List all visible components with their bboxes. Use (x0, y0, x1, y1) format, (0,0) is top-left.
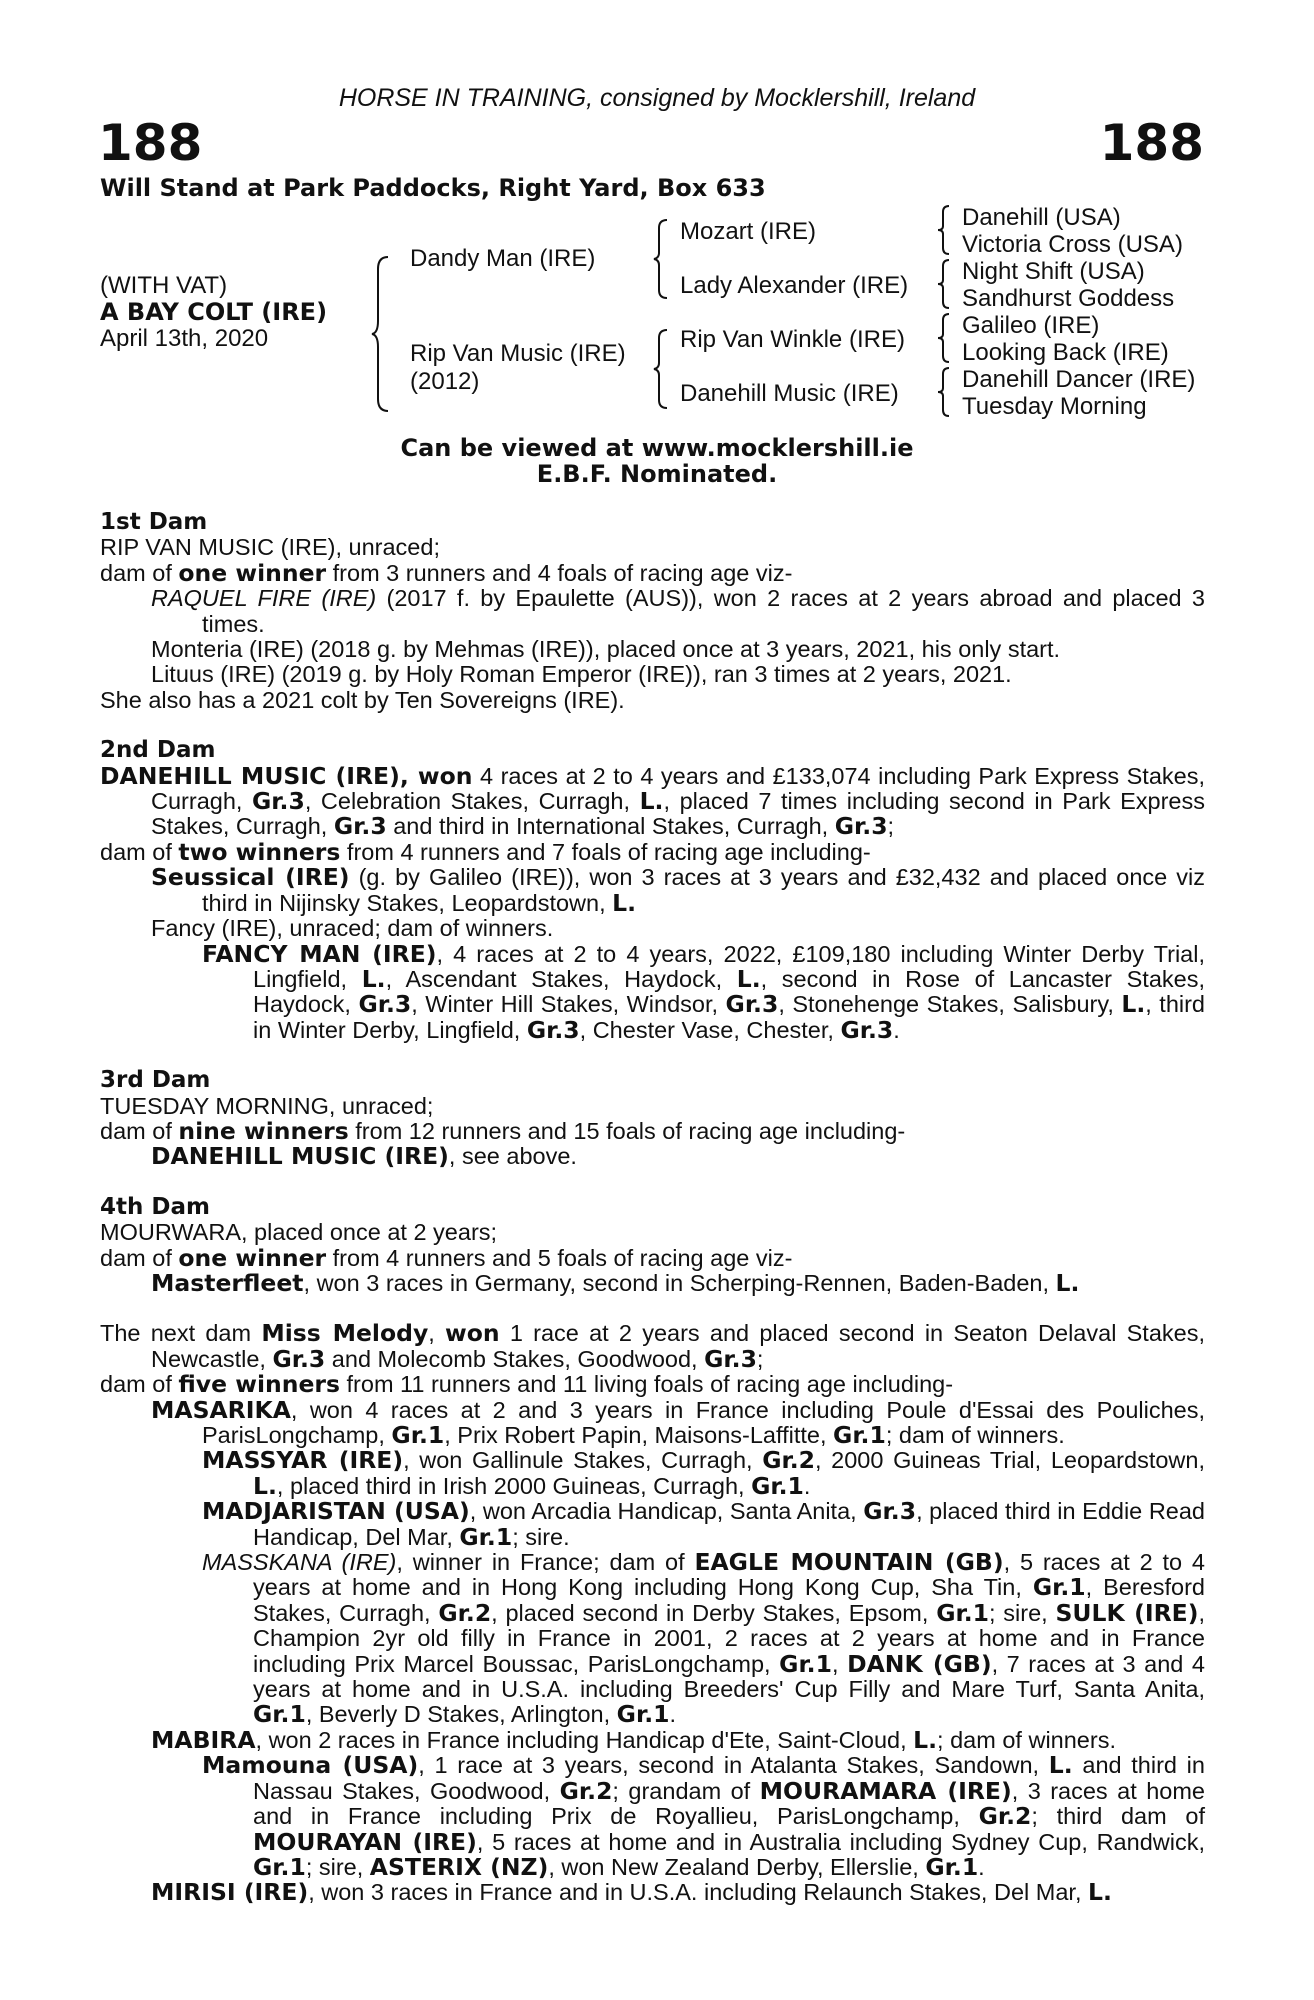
ancestor-3: Night Shift (USA) (962, 258, 1145, 285)
first-dam-line: RIP VAN MUSIC (IRE), unraced; (100, 534, 440, 561)
pedigree-brace-1 (370, 255, 392, 413)
ancestor-6: Looking Back (IRE) (962, 339, 1169, 366)
progeny-colt-2021: She also has a 2021 colt by Ten Sovereigns (IRE). (100, 686, 625, 713)
pedigree-brace-4 (936, 204, 952, 256)
pedigree-brace-3 (652, 328, 670, 410)
pedigree-brace-2 (652, 218, 670, 300)
progeny-danehill-music: DANEHILL MUSIC (IRE), see above. (151, 1142, 577, 1171)
progeny-mirisi: MIRISI (IRE), won 3 races in France and in U.S.A. including Relaunch Stakes, Del Mar, L. (151, 1878, 1112, 1907)
lot-number-right: 188 (1099, 114, 1204, 172)
sire-name: Dandy Man (IRE) (410, 245, 596, 272)
next-dam-produce: dam of five winners from 11 runners and 11 living foals of racing age including- (100, 1370, 954, 1399)
ancestor-5: Galileo (IRE) (962, 312, 1100, 339)
progeny-seussical: Seussical (IRE) (g. by Galileo (IRE)), won 3 races at 3 years and £32,432 and placed once viz third in Nijinsky Stakes, Leopardstown, L. (151, 863, 1205, 917)
progeny-massyar: MASSYAR (IRE), won Gallinule Stakes, Curragh, Gr.2, 2000 Guineas Trial, Leopardstown, L., placed third in Irish 2000 Guineas, Curragh, Gr.1. (202, 1446, 1205, 1500)
progeny-fancy-man: FANCY MAN (IRE), 4 races at 2 to 4 years, 2022, £109,180 including Winter Derby Trial, Lingfield, L., Ascendant Stakes, Haydock, L., second in Rose of Lancaster Stakes, Haydock, Gr.3, Winter Hill Stakes, Windsor, Gr.3, Stonehenge Stakes, Salisbury, L., third in Winter Derby, Lingfield, Gr.3, Chester Vase, Chester, Gr.3. (202, 939, 1206, 1044)
next-dam-record: The next dam Miss Melody, won 1 race at 2 years and placed second in Seaton Delaval Stakes, Newcastle, Gr.3 and Molecomb Stakes, Goodwood, Gr.3; (100, 1319, 1206, 1373)
fourth-dam-line: MOURWARA, placed once at 2 years; (100, 1219, 498, 1246)
dam-dam: Danehill Music (IRE) (680, 380, 899, 407)
pedigree-brace-7 (936, 366, 952, 418)
page-header: HORSE IN TRAINING, consigned by Mocklershill, Ireland (338, 84, 976, 112)
third-dam-line: TUESDAY MORNING, unraced; (100, 1092, 434, 1119)
ancestor-2: Victoria Cross (USA) (962, 231, 1183, 258)
progeny-fancy: Fancy (IRE), unraced; dam of winners. (151, 915, 554, 942)
viewing-note: Can be viewed at www.mocklershill.ie (400, 434, 914, 462)
progeny-madjaristan: MADJARISTAN (USA), won Arcadia Handicap, Santa Anita, Gr.3, placed third in Eddie Read Handicap, Del Mar, Gr.1; sire. (202, 1497, 1205, 1551)
progeny-mabira: MABIRA, won 2 races in France including Handicap d'Ete, Saint-Cloud, L.; dam of winners. (151, 1725, 1116, 1754)
progeny-mamouna: Mamouna (USA), 1 race at 3 years, second in Atalanta Stakes, Sandown, L. and third in Nassau Stakes, Goodwood, Gr.2; grandam of MOURAMARA (IRE), 3 races at home and in France including Prix de Royallieu, ParisLongchamp, Gr.2; third dam of MOURAYAN (IRE), 5 races at home and in Australia including Sydney Cup, Randwick, Gr.1; sire, ASTERIX (NZ), won New Zealand Derby, Ellerslie, Gr.1. (202, 1751, 1205, 1881)
sire-dam: Lady Alexander (IRE) (680, 272, 909, 299)
progeny-masskana: MASSKANA (IRE), winner in France; dam of EAGLE MOUNTAIN (GB), 5 races at 2 to 4 years at home and in Hong Kong including Hong Kong Cup, Sha Tin, Gr.1, Beresford Stakes, Curragh, Gr.2, placed second in Derby Stakes, Epsom, Gr.1; sire, SULK (IRE), Champion 2yr old filly in France in 2001, 2 races at 2 years at home and in France including Prix Marcel Boussac, ParisLongchamp, Gr.1, DANK (GB), 7 races at 3 and 4 years at home and in U.S.A. including Breeders' Cup Filly and Mare Turf, Santa Anita, Gr.1, Beverly D Stakes, Arlington, Gr.1. (202, 1548, 1206, 1729)
dam-year: (2012) (410, 368, 480, 395)
ancestor-1: Danehill (USA) (962, 204, 1121, 231)
dam-details (100, 510, 1205, 1906)
pedigree-brace-6 (936, 312, 952, 364)
third-dam-produce: dam of nine winners from 12 runners and 15 foals of racing age including- (100, 1116, 906, 1145)
pedigree-brace-5 (936, 258, 952, 310)
sire-sire: Mozart (IRE) (680, 218, 817, 245)
fourth-dam-produce: dam of one winner from 4 runners and 5 foals of racing age viz- (100, 1243, 793, 1272)
progeny-masterfleet: Masterfleet, won 3 races in Germany, second in Scherping-Rennen, Baden-Baden, L. (151, 1268, 1080, 1297)
progeny-lituus: Lituus (IRE) (2019 g. by Holy Roman Emperor (IRE)), ran 3 times at 2 years, 2021. (151, 661, 1012, 688)
progeny-raquel-fire: RAQUEL FIRE (IRE) (2017 f. by Epaulette (AUS)), won 2 races at 2 years abroad and placed 3 times. (151, 585, 1205, 637)
progeny-monteria: Monteria (IRE) (2018 g. by Mehmas (IRE)), placed once at 3 years, 2021, his only start. (151, 636, 1061, 663)
first-dam-heading: 1st Dam (100, 509, 208, 535)
ancestor-4: Sandhurst Goddess (962, 285, 1175, 312)
second-dam-produce: dam of two winners from 4 runners and 7 foals of racing age including- (100, 837, 871, 866)
lot-number-left: 188 (98, 114, 203, 172)
dam-sire: Rip Van Winkle (IRE) (680, 326, 905, 353)
foaling-date: April 13th, 2020 (100, 325, 269, 352)
third-dam-heading: 3rd Dam (100, 1067, 211, 1094)
ebf-note: E.B.F. Nominated. (536, 460, 778, 488)
stand-location: Will Stand at Park Paddocks, Right Yard, Box 633 (100, 174, 766, 202)
ancestor-7: Danehill Dancer (IRE) (962, 366, 1196, 393)
first-dam-produce: dam of one winner from 3 runners and 4 foals of racing age viz- (100, 558, 793, 587)
second-dam-record: DANEHILL MUSIC (IRE), won 4 races at 2 to 4 years and £133,074 including Park Express Stakes, Curragh, Gr.3, Celebration Stakes, Curragh, L., placed 7 times including second in Park Express Stakes, Curragh, Gr.3 and third in International Stakes, Curragh, Gr.3; (100, 761, 1205, 841)
ancestor-8: Tuesday Morning (962, 393, 1147, 420)
fourth-dam-heading: 4th Dam (100, 1193, 210, 1220)
horse-name: A BAY COLT (IRE) (100, 298, 328, 326)
vat-note: (WITH VAT) (100, 272, 228, 299)
progeny-masarika: MASARIKA, won 4 races at 2 and 3 years in France including Poule d'Essai des Pouliches, ParisLongchamp, Gr.1, Prix Robert Papin, Maisons-Laffitte, Gr.1; dam of winners. (151, 1395, 1205, 1449)
second-dam-heading: 2nd Dam (100, 737, 216, 764)
dam-name: Rip Van Music (IRE) (410, 340, 626, 367)
